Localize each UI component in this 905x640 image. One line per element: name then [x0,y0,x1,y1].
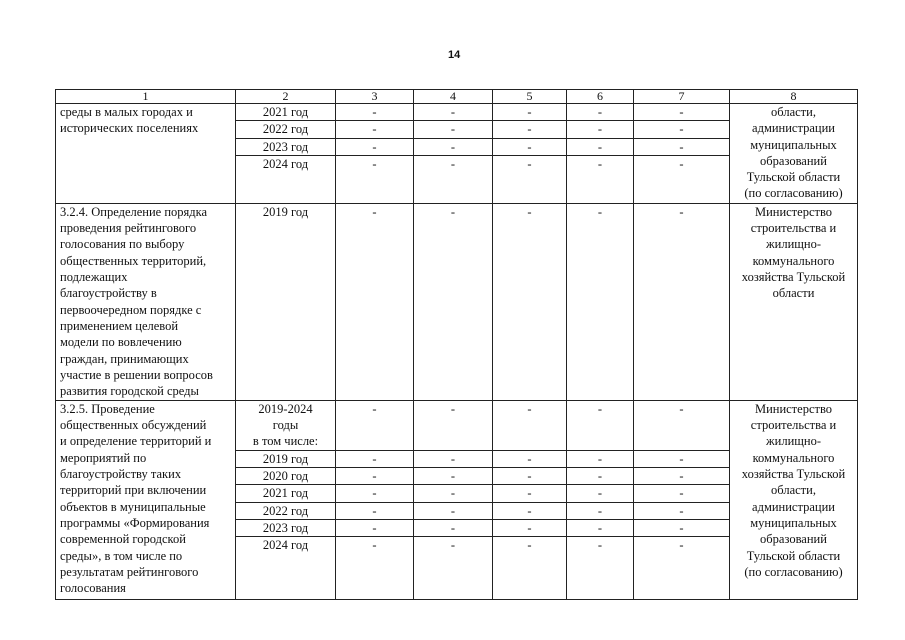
text-line: Министерство [754,401,833,416]
period-cell [236,400,336,450]
value-cell: - [336,121,414,138]
value-cell: - [414,203,493,400]
value-cell: - [414,121,493,138]
executor-cell [730,400,858,599]
value-cell: - [336,104,414,121]
measure-description-cell [56,104,236,204]
column-header: 1 [56,90,236,104]
value-cell: - [336,520,414,537]
value-cell: - [567,203,634,400]
executor-cell [730,203,858,400]
text-line: объектов в муниципальные [60,499,206,514]
measure-description-cell [56,203,236,400]
text-line: первоочередном порядке с [60,302,202,317]
text-line: хозяйства Тульской [741,467,846,482]
text-line: коммунального [752,450,835,465]
year-cell: 2024 год [236,537,336,600]
year-cell: 2019 год [236,203,336,400]
value-cell: - [414,138,493,155]
value-cell: - [634,155,730,203]
value-cell: - [634,537,730,600]
year-cell: 2019 год [236,450,336,467]
text-line: среды», в том числе по [60,548,183,563]
text-line: участие в решении вопросов [60,367,213,382]
value-cell: - [493,121,567,138]
text-line: муниципальных [750,137,837,152]
text-line: строительства и [750,221,837,236]
year-cell: 2022 год [236,121,336,138]
text-line: коммунального [752,253,835,268]
text-line: образований [760,532,827,547]
value-cell: - [634,138,730,155]
table-row [56,104,858,121]
value-cell: - [414,155,493,203]
value-cell: - [634,400,730,450]
text-line: хозяйства Тульской [741,270,846,285]
value-cell: - [634,468,730,485]
value-cell: - [414,468,493,485]
value-cell: - [414,520,493,537]
text-line: области, [771,105,816,119]
executor-cell [730,104,858,204]
value-cell: - [493,502,567,519]
value-cell: - [493,138,567,155]
value-cell: - [493,468,567,485]
value-cell: - [336,485,414,502]
value-cell: - [414,485,493,502]
column-header: 8 [730,90,858,104]
measure-description-cell [56,400,236,599]
text-line: среды в малых городах и [60,105,193,119]
value-cell: - [493,520,567,537]
text-line: 2019-2024 [258,401,313,416]
text-line: территорий при включении [60,483,207,498]
measures-table [55,89,858,600]
value-cell: - [567,537,634,600]
value-cell: - [634,502,730,519]
year-cell: 2021 год [236,485,336,502]
value-cell: - [336,400,414,450]
value-cell: - [634,203,730,400]
value-cell: - [567,138,634,155]
text-line: развития городской среды [60,384,199,399]
table-row [56,400,858,450]
text-line: применением целевой [60,318,179,333]
text-line: благоустройству таких [60,467,182,482]
value-cell: - [567,485,634,502]
value-cell: - [567,502,634,519]
value-cell: - [414,450,493,467]
value-cell: - [414,537,493,600]
text-line: муниципальных [750,515,837,530]
text-line: исторических поселениях [60,121,199,136]
value-cell: - [567,520,634,537]
text-line: благоустройству в [60,286,157,301]
text-line: общественных территорий, [60,253,207,268]
text-line: образований [760,153,827,168]
text-line: программы «Формирования [60,515,210,530]
text-line: модели по вовлечению [60,335,182,350]
column-header: 5 [493,90,567,104]
text-line: голосования [60,581,126,596]
header-row [56,90,858,104]
value-cell: - [634,104,730,121]
value-cell: - [493,450,567,467]
column-header: 6 [567,90,634,104]
year-cell: 2023 год [236,520,336,537]
value-cell: - [493,104,567,121]
text-line: (по согласованию) [744,564,843,579]
text-line: Тульской области [746,170,841,185]
value-cell: - [336,537,414,600]
year-cell: 2023 год [236,138,336,155]
value-cell: - [336,502,414,519]
value-cell: - [567,104,634,121]
text-line: 3.2.4. Определение порядка [60,204,208,219]
value-cell: - [414,400,493,450]
text-line: современной городской [60,532,186,547]
value-cell: - [634,450,730,467]
text-line: проведения рейтингового [60,221,197,236]
text-line: (по согласованию) [744,186,843,201]
value-cell: - [336,155,414,203]
text-line: жилищно- [766,237,821,252]
page-number: 14 [448,49,461,61]
value-cell: - [567,450,634,467]
column-header: 2 [236,90,336,104]
value-cell: - [493,537,567,600]
year-cell: 2020 год [236,468,336,485]
column-header: 3 [336,90,414,104]
text-line: администрации [752,499,835,514]
column-header: 4 [414,90,493,104]
year-cell: 2024 год [236,155,336,203]
value-cell: - [414,104,493,121]
text-line: граждан, принимающих [60,351,189,366]
value-cell: - [493,155,567,203]
table-row [56,203,858,400]
text-line: подлежащих [60,270,128,285]
text-line: годы [272,418,299,433]
text-line: голосования по выбору [60,237,185,252]
year-cell: 2021 год [236,104,336,121]
year-cell: 2022 год [236,502,336,519]
value-cell: - [336,203,414,400]
text-line: результатам рейтингового [60,564,199,579]
text-line: жилищно- [766,434,821,449]
text-line: области, [771,483,816,498]
text-line: 3.2.5. Проведение [60,401,155,416]
value-cell: - [634,121,730,138]
value-cell: - [336,450,414,467]
value-cell: - [567,468,634,485]
text-line: области [772,286,815,301]
value-cell: - [567,121,634,138]
value-cell: - [414,502,493,519]
value-cell: - [634,485,730,502]
column-header: 7 [634,90,730,104]
value-cell: - [493,203,567,400]
text-line: мероприятий по [60,450,147,465]
text-line: Тульской области [746,548,841,563]
value-cell: - [567,400,634,450]
text-line: в том числе: [252,434,319,449]
value-cell: - [493,485,567,502]
value-cell: - [336,138,414,155]
text-line: администрации [752,121,835,136]
value-cell: - [567,155,634,203]
text-line: общественных обсуждений [60,418,207,433]
text-line: строительства и [750,418,837,433]
value-cell: - [336,468,414,485]
value-cell: - [634,520,730,537]
text-line: и определение территорий и [60,434,212,449]
text-line: Министерство [754,204,833,219]
value-cell: - [493,400,567,450]
